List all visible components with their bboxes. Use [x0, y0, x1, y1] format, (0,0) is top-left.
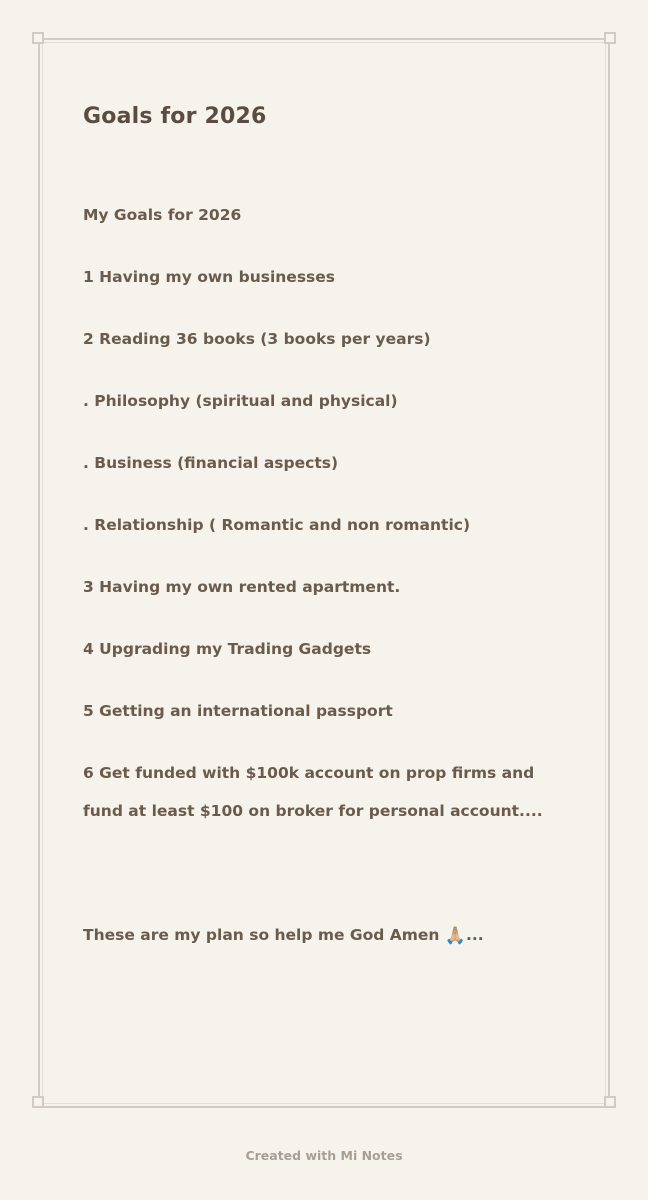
note-line-closing [83, 916, 573, 955]
closing-text: These are my plan so help me God Amen [83, 926, 445, 944]
note-line-goal-2: 2 Reading 36 books (3 books per years) [83, 330, 431, 348]
note-line-sub-philosophy: . Philosophy (spiritual and physical) [83, 392, 398, 410]
note-body[interactable] [83, 196, 573, 979]
note-line-heading: My Goals for 2026 [83, 206, 242, 224]
praying-hands-icon: 🙏🏼 [444, 926, 467, 946]
frame-corner-top-left [32, 32, 44, 44]
closing-suffix: ... [466, 926, 484, 944]
note-line-goal-1: 1 Having my own businesses [83, 268, 336, 286]
frame-corner-top-right [604, 32, 616, 44]
note-blank-space [83, 854, 573, 916]
frame-corner-bottom-right [604, 1096, 616, 1108]
note-line-goal-5: 5 Getting an international passport [83, 702, 393, 720]
note-title: Goals for 2026 [83, 104, 267, 129]
note-line-goal-4: 4 Upgrading my Trading Gadgets [83, 640, 372, 658]
note-line-sub-relationship: . Relationship ( Romantic and non romantic) [83, 516, 471, 534]
note-line-goal-6: 6 Get funded with $100k account on prop firms and fund at least $100 on broker for personal account.... [83, 764, 543, 820]
note-line-goal-3: 3 Having my own rented apartment. [83, 578, 401, 596]
note-line-sub-business: . Business (financial aspects) [83, 454, 339, 472]
footer-credit: Created with Mi Notes [245, 1148, 403, 1163]
frame-corner-bottom-left [32, 1096, 44, 1108]
